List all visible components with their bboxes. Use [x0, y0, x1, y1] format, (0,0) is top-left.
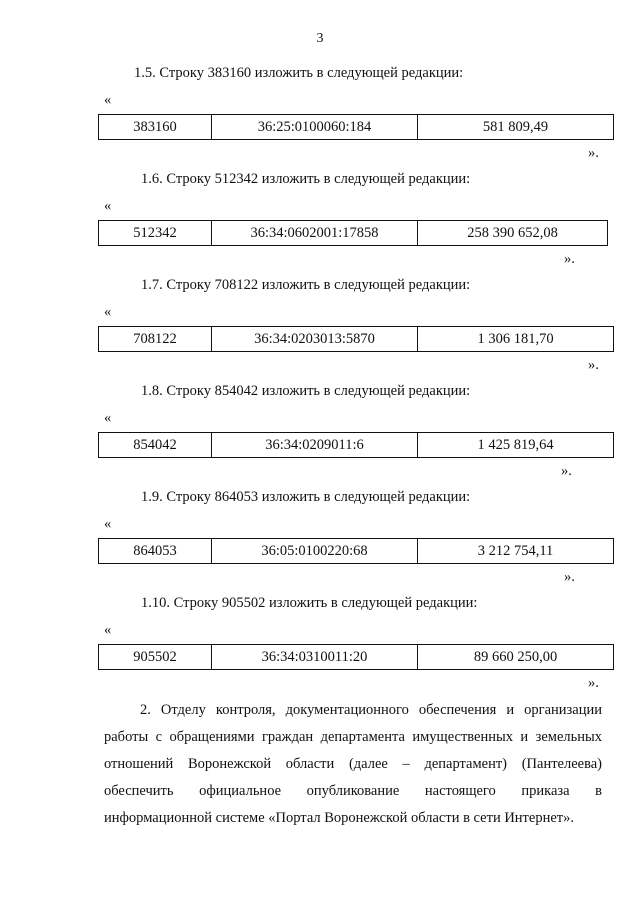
paragraph-line: информационной системе «Портал Воронежской области в сети Интернет».: [104, 810, 574, 826]
row-cadastral-number: 36:25:0100060:184: [212, 115, 418, 140]
table-row: [98, 220, 608, 246]
row-code: 708122: [99, 327, 212, 352]
row-code: 512342: [99, 221, 212, 246]
section-intro: 1.10. Строку 905502 изложить в следующей редакции:: [141, 595, 478, 611]
table-row: [98, 326, 614, 352]
row-value: 1 425 819,64: [418, 433, 614, 458]
paragraph-line: 2. Отделу контроля, документационного обеспечения и организации: [140, 702, 602, 718]
section-intro: 1.5. Строку 383160 изложить в следующей редакции:: [134, 65, 464, 81]
close-quote: ».: [564, 251, 575, 267]
section-intro: 1.9. Строку 864053 изложить в следующей редакции:: [141, 489, 471, 505]
page-number: 3: [316, 31, 324, 46]
row-code: 905502: [99, 645, 212, 670]
open-quote: «: [104, 304, 112, 320]
row-value: 3 212 754,11: [418, 539, 614, 564]
row-value: 1 306 181,70: [418, 327, 614, 352]
open-quote: «: [104, 410, 112, 426]
close-quote: ».: [561, 463, 572, 479]
open-quote: «: [104, 622, 112, 638]
paragraph-line: работы с обращениями граждан департамента имущественных и земельных: [104, 729, 602, 745]
row-cadastral-number: 36:05:0100220:68: [212, 539, 418, 564]
close-quote: ».: [564, 569, 575, 585]
row-value: 258 390 652,08: [418, 221, 608, 246]
row-cadastral-number: 36:34:0602001:17858: [212, 221, 418, 246]
section-intro: 1.6. Строку 512342 изложить в следующей редакции:: [141, 171, 471, 187]
row-code: 383160: [99, 115, 212, 140]
close-quote: ».: [588, 357, 599, 373]
table-row: [98, 644, 614, 670]
open-quote: «: [104, 516, 112, 532]
row-value: 581 809,49: [418, 115, 614, 140]
paragraph-2: [104, 697, 602, 832]
row-code: 854042: [99, 433, 212, 458]
close-quote: ».: [588, 145, 599, 161]
row-cadastral-number: 36:34:0310011:20: [212, 645, 418, 670]
paragraph-line: отношений Воронежской области (далее – департамент) (Пантелеева): [104, 756, 602, 772]
row-cadastral-number: 36:34:0209011:6: [212, 433, 418, 458]
row-cadastral-number: 36:34:0203013:5870: [212, 327, 418, 352]
table-row: [98, 114, 614, 140]
row-value: 89 660 250,00: [418, 645, 614, 670]
paragraph-line: обеспечить официальное опубликование настоящего приказа в: [104, 783, 602, 799]
section-intro: 1.8. Строку 854042 изложить в следующей редакции:: [141, 383, 471, 399]
row-code: 864053: [99, 539, 212, 564]
section-intro: 1.7. Строку 708122 изложить в следующей редакции:: [141, 277, 471, 293]
open-quote: «: [104, 198, 112, 214]
close-quote: ».: [588, 675, 599, 691]
table-row: [98, 538, 614, 564]
table-row: [98, 432, 614, 458]
open-quote: «: [104, 92, 112, 108]
